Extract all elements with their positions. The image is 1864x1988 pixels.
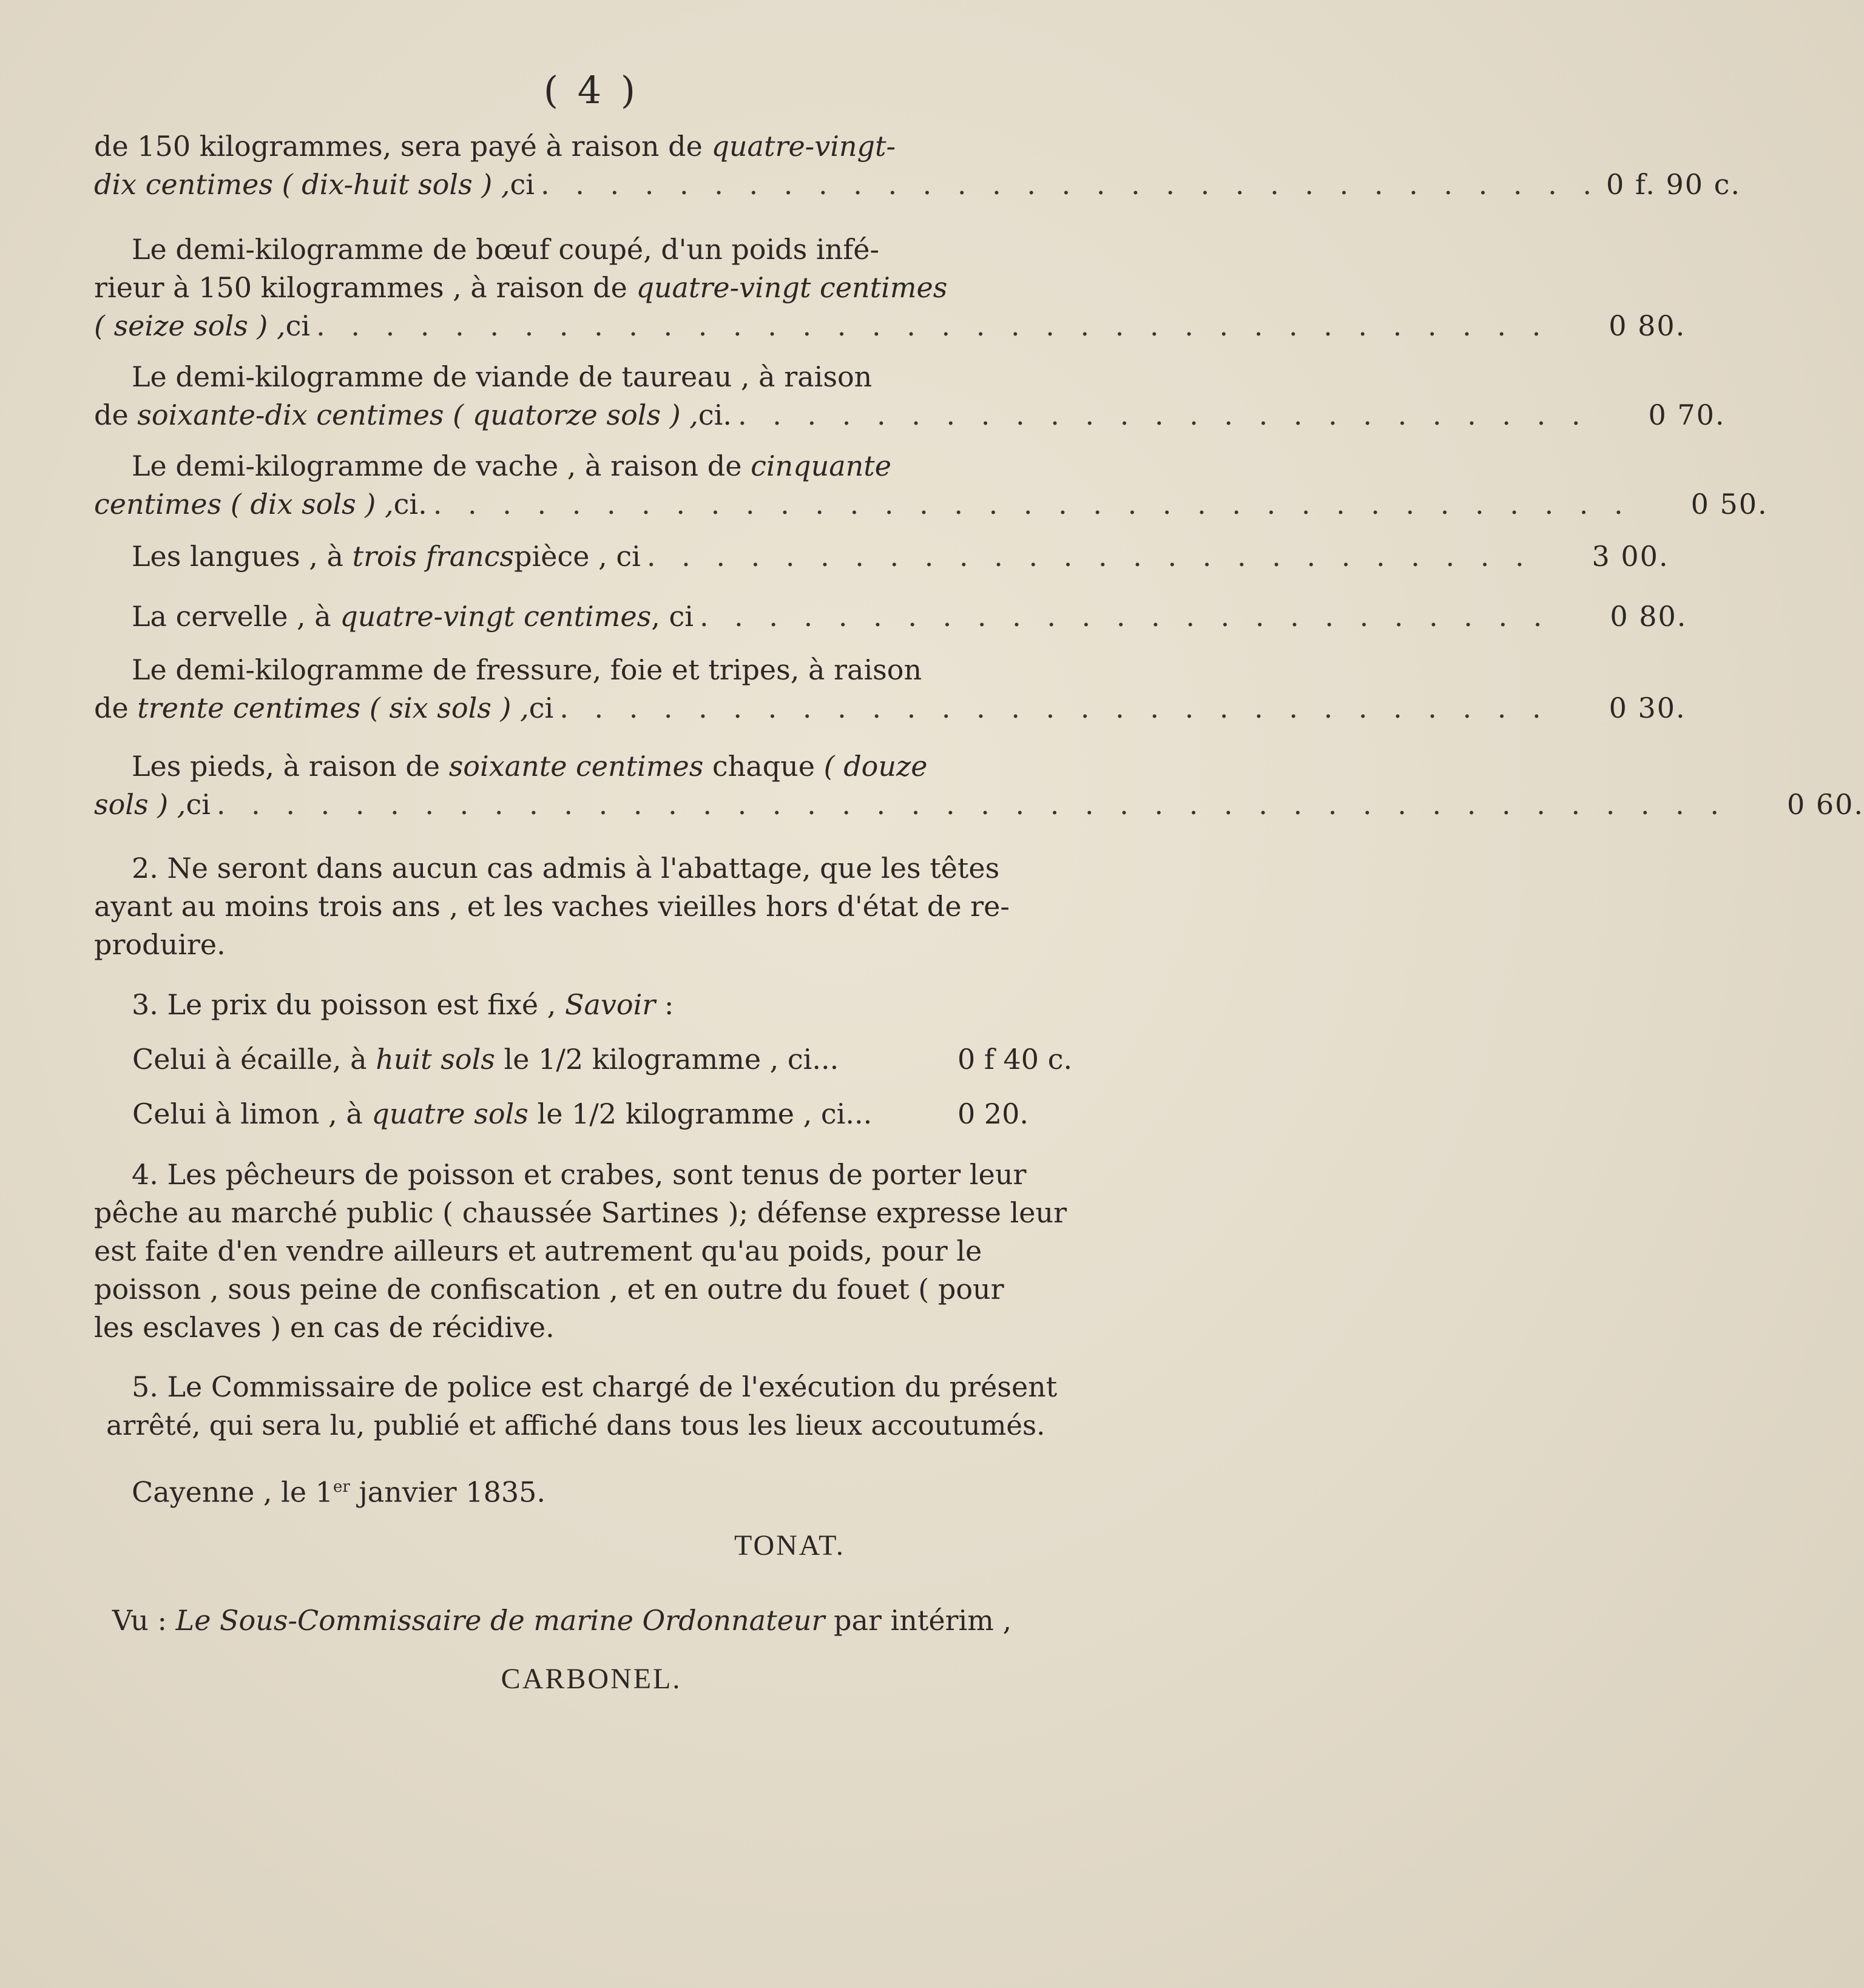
- item-bull-paragraph: [94, 358, 1113, 396]
- item-beef-line-2-text: rieur à 150 kilogrammes , à raison de: [94, 271, 637, 304]
- item-bull-line-2-prefix: de: [94, 399, 129, 431]
- item-feet-line-2-italic: sols ) ,: [94, 788, 186, 821]
- item-feet-line-1-italic: soixante centimes: [448, 750, 704, 783]
- fish-scale-italic: huit sols: [376, 1043, 495, 1076]
- vu-italic: Le Sous-Commissaire de marine Ordonnateur: [175, 1604, 825, 1637]
- dot-leader: . . . . . . . . . . . . . . . . . . . . . . . . .: [738, 399, 1589, 431]
- article-2-line-1-text: 2. Ne seront dans aucun cas admis à l'abattage, que les têtes: [132, 852, 1000, 884]
- article-5-line-1-text: 5. Le Commissaire de police est chargé de l'exécution du présent: [132, 1370, 1058, 1403]
- item-tongues-italic: trois francs: [352, 540, 515, 573]
- dot-leader: . . . . . . . . . . . . . . . . . . . . . . . . . . . . . . . . . . . . . . . . . . . .: [216, 788, 1728, 821]
- article-2-line-3-text: produire.: [94, 928, 226, 961]
- item-feet-line-1-text: Les pieds, à raison de: [132, 750, 449, 783]
- article-4-line-2-text: pêche au marché public ( chaussée Sartines ); défense expresse leur: [94, 1196, 1067, 1229]
- place-date-sup: er: [333, 1478, 350, 1496]
- item-offal-price: 0 30.: [1609, 692, 1686, 724]
- item-beef-price-row: [94, 307, 1686, 345]
- intro-price-row: [94, 166, 1741, 204]
- signature-carbonel: CARBONEL.: [501, 1663, 682, 1695]
- article-4-line-1: [94, 1156, 1113, 1194]
- article-4-line-1-text: 4. Les pêcheurs de poisson et crabes, sont tenus de porter leur: [132, 1158, 1027, 1191]
- item-cow-price-row: [94, 485, 1768, 524]
- item-brain-prefix: La cervelle , à: [132, 600, 331, 633]
- item-bull-line-1: [94, 358, 1113, 396]
- item-brain-italic: quatre-vingt centimes: [340, 600, 652, 633]
- item-bull-price-row: [94, 396, 1726, 434]
- fish-scale-suffix: le 1/2 kilogramme , ci...: [495, 1043, 839, 1076]
- place-date-line: [94, 1468, 1113, 1509]
- fish-limon-row: [132, 1095, 1029, 1133]
- fish-scale-prefix: Celui à écaille, à: [132, 1043, 376, 1076]
- article-3-paragraph: [94, 986, 1113, 1024]
- place-date-prefix: Cayenne , le 1: [132, 1475, 333, 1509]
- article-5-line-2: [94, 1406, 1126, 1444]
- article-4-line-5-text: les esclaves ) en cas de récidive.: [94, 1311, 555, 1344]
- place-date-suffix: janvier 1835.: [350, 1475, 545, 1509]
- item-cow-line-1-text: Le demi-kilogramme de vache , à raison de: [132, 450, 751, 482]
- dot-leader: . . . . . . . . . . . . . . . . . . . . . . . . . .: [646, 540, 1533, 573]
- item-bull-line-2-text: ci.: [698, 399, 732, 431]
- article-4-line-4: [94, 1270, 1113, 1309]
- item-feet-line-1-italic-after: ( douze: [823, 750, 928, 783]
- item-beef-paragraph: [94, 231, 1113, 307]
- item-cow-price: 0 50.: [1690, 488, 1768, 521]
- intro-price: 0 f. 90 c.: [1606, 168, 1741, 201]
- fish-scale-price: 0 f 40 c.: [957, 1043, 1073, 1076]
- item-beef-line-3-italic: ( seize sols ) ,: [94, 309, 286, 342]
- item-offal-paragraph: [94, 651, 1113, 689]
- item-cow-paragraph: [94, 447, 1113, 485]
- intro-line-2-text: ci: [510, 168, 535, 201]
- fish-scale-row: [132, 1040, 1073, 1079]
- item-offal-line-2-prefix: de: [94, 692, 129, 724]
- item-feet-line-1-text-after: chaque: [703, 750, 824, 783]
- item-brain-text: , ci: [651, 600, 694, 633]
- item-offal-line-2-italic: trente centimes ( six sols ) ,: [137, 692, 529, 724]
- article-3-intro-end: :: [655, 988, 674, 1021]
- fish-limon-price: 0 20.: [957, 1097, 1029, 1130]
- vu-label: Vu :: [112, 1604, 176, 1637]
- signature-tonat: TONAT.: [734, 1529, 845, 1562]
- item-beef-price: 0 80.: [1609, 309, 1686, 342]
- item-beef-line-2-italic: quatre-vingt centimes: [636, 271, 948, 304]
- intro-paragraph: [94, 127, 1113, 166]
- article-4-line-3: [94, 1232, 1113, 1270]
- dot-leader: . . . . . . . . . . . . . . . . . . . . . . . . .: [699, 600, 1551, 633]
- article-4-line-5: [94, 1309, 1113, 1347]
- article-4-line-4-text: poisson , sous peine de confiscation , et en outre du fouet ( pour: [94, 1273, 1004, 1306]
- item-brain-price-row: [132, 598, 1687, 636]
- item-beef-line-2: [94, 269, 1113, 307]
- fish-limon-prefix: Celui à limon , à: [132, 1097, 372, 1130]
- item-tongues-price: 3 00.: [1592, 540, 1669, 573]
- article-2-paragraph: [94, 849, 1113, 964]
- item-bull-line-2-italic: soixante-dix centimes ( quatorze sols ) ,: [137, 399, 698, 431]
- item-cow-line-1-italic: cinquante: [751, 450, 892, 482]
- fish-limon-italic: quatre sols: [371, 1097, 528, 1130]
- fish-limon-suffix: le 1/2 kilogramme , ci...: [528, 1097, 873, 1130]
- article-2-line-3: [94, 926, 1113, 964]
- item-feet-paragraph: [94, 747, 1113, 786]
- vu-text: par intérim ,: [825, 1604, 1012, 1637]
- item-tongues-prefix: Les langues , à: [132, 540, 343, 573]
- item-beef-line-1: [94, 231, 1113, 269]
- article-5-paragraph: [94, 1368, 1126, 1444]
- article-3-intro: [94, 986, 1113, 1024]
- item-offal-line-2-text: ci: [528, 692, 554, 724]
- dot-leader: . . . . . . . . . . . . . . . . . . . . . . . . . . . . . . . . . . .: [433, 488, 1632, 521]
- article-4-line-3-text: est faite d'en vendre ailleurs et autrement qu'au poids, pour le: [94, 1235, 982, 1267]
- intro-line-1-text: de 150 kilogrammes, sera payé à raison de: [94, 130, 712, 163]
- vu-line: [112, 1602, 1132, 1640]
- page-number: ( 4 ): [543, 68, 640, 112]
- item-offal-price-row: [94, 689, 1686, 727]
- article-5-line-2-text: arrêté, qui sera lu, publié et affiché dans tous les lieux accoutumés.: [106, 1409, 1045, 1441]
- article-4-line-2: [94, 1194, 1113, 1232]
- article-5-line-1: [94, 1368, 1126, 1406]
- article-3-intro-italic: Savoir: [564, 988, 656, 1021]
- item-offal-line-1-text: Le demi-kilogramme de fressure, foie et tripes, à raison: [132, 653, 922, 686]
- item-feet-line-2-text: ci: [186, 788, 211, 821]
- dot-leader: . . . . . . . . . . . . . . . . . . . . . . . . . . . . .: [559, 692, 1550, 724]
- item-beef-line-3-text: ci: [285, 309, 311, 342]
- item-feet-price: 0 60.: [1787, 788, 1864, 821]
- place-date: [94, 1468, 1113, 1509]
- dot-leader: . . . . . . . . . . . . . . . . . . . . . . . . . . . . . . .: [541, 168, 1600, 201]
- item-tongues-price-row: [132, 537, 1669, 576]
- item-feet-line-1: [94, 747, 1113, 786]
- item-cow-line-2-text: ci.: [393, 488, 427, 521]
- intro-line-1-italic: quatre-vingt-: [711, 130, 896, 163]
- article-2-line-2: [94, 888, 1113, 926]
- article-2-line-1: [94, 849, 1113, 888]
- item-offal-line-1: [94, 651, 1113, 689]
- dot-leader: . . . . . . . . . . . . . . . . . . . . . . . . . . . . . . . . . . . .: [316, 309, 1550, 342]
- item-feet-price-row: [94, 786, 1864, 824]
- item-beef-line-1-text: Le demi-kilogramme de bœuf coupé, d'un poids infé-: [132, 233, 879, 266]
- item-bull-price: 0 70.: [1648, 399, 1726, 431]
- intro-line-1: [94, 127, 1113, 166]
- article-2-line-2-text: ayant au moins trois ans , et les vaches vieilles hors d'état de re-: [94, 890, 1010, 923]
- item-brain-price: 0 80.: [1610, 600, 1687, 633]
- article-4-paragraph: [94, 1156, 1113, 1347]
- item-cow-line-1: [94, 447, 1113, 485]
- item-cow-line-2-italic: centimes ( dix sols ) ,: [94, 488, 394, 521]
- item-tongues-text: pièce , ci: [514, 540, 641, 573]
- article-3-intro-text: 3. Le prix du poisson est fixé ,: [132, 988, 565, 1021]
- intro-line-2-italic: dix centimes ( dix-huit sols ) ,: [94, 168, 510, 201]
- item-bull-line-1-text: Le demi-kilogramme de viande de taureau , à raison: [132, 360, 873, 393]
- vu-line-inner: [112, 1602, 1132, 1640]
